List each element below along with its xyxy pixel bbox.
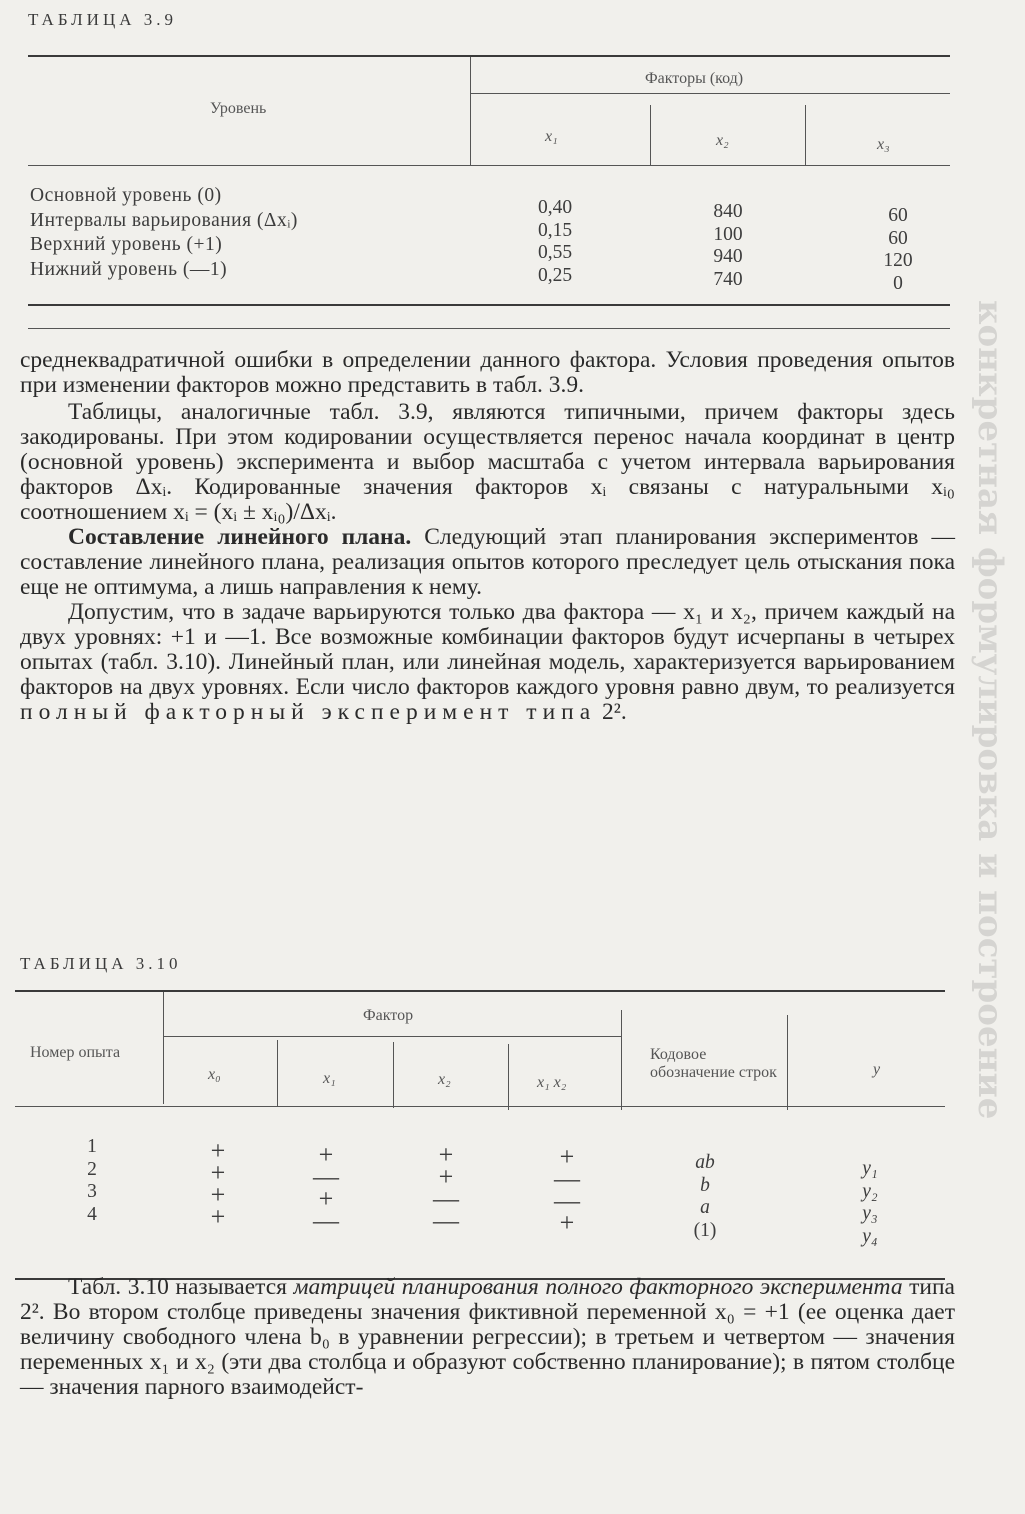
table-3-10-cell: ab	[695, 1152, 715, 1173]
paragraph: среднеквадратичной ошибки в определении данного фактора. Условия проведения опытов при изменении факторов можно представить в табл. 3.9.	[20, 347, 955, 398]
section-heading: Составление линейного плана.	[68, 524, 412, 550]
table-3-10-cell: 3	[87, 1181, 97, 1202]
table-3-9-cell: 60	[888, 205, 908, 226]
table-3-10-caption: ТАБЛИЦА 3.10	[20, 954, 182, 973]
table-3-10-factor-header: Фактор	[363, 1007, 414, 1024]
table-3-9-factors-header: Факторы (код)	[645, 70, 744, 87]
table-3-10-cell: y₃	[862, 1203, 878, 1224]
table-3-10-code-header: Кодовое обозначение строк	[650, 1046, 777, 1081]
table-3-10-cell: b	[700, 1174, 710, 1196]
table-3-10-col-x2: x₂	[438, 1071, 451, 1088]
table-3-10-cell: 1	[87, 1136, 97, 1157]
table-3-10-x1-values	[308, 1140, 344, 1235]
table-3-9-x2-values	[688, 201, 768, 291]
table-3-10-divider-num	[163, 992, 164, 1104]
table-3-10-cell: —	[554, 1164, 580, 1193]
table-3-10-divider-code	[621, 1010, 622, 1110]
table-3-9-cell: 100	[713, 223, 743, 245]
table-3-10-header-bottom-rule	[15, 1106, 945, 1107]
table-3-9-col-x3: x₃	[877, 136, 890, 153]
table-3-9-header-divider	[470, 57, 471, 165]
table-3-9-cell: 0,25	[537, 264, 573, 286]
table-3-10-num-header: Номер опыта	[30, 1044, 121, 1061]
table-3-9-col-divider-1	[650, 105, 651, 165]
table-3-10-cell: +	[210, 1202, 226, 1231]
table-3-9-col-x1: x₁	[545, 128, 558, 145]
paragraph-text: Следующий этап планирования экспериментов — составление линейного плана, реализация опытов которого преследует цель отыскания пока еще не оптимума, а лишь направления к нему.	[20, 524, 955, 600]
table-3-10-factor-rule	[164, 1036, 621, 1037]
table-3-10-cell	[670, 1130, 740, 1152]
table-3-10-cell: —	[313, 1162, 339, 1191]
table-3-9-cell: 0	[893, 272, 903, 294]
paragraph-text: Допустим, что в задаче варьируются только два фактора — x₁ и x₂, причем каждый на двух уровнях: +1 и —1. Все возможные комбинации факторов будут исчерпаны в четырех опытах (табл. 3.10). Линейный план, или линейная модель, характеризуется варьированием факторов на двух уровнях. Если число факторов каждого уровня равно двум, то реализуется	[20, 599, 955, 700]
table-3-10-cell: 4	[87, 1203, 97, 1225]
table-3-10-cell: +	[210, 1136, 226, 1165]
table-3-9-row-label: Нижний уровень (—1)	[30, 258, 228, 280]
paragraph-text: 2².	[596, 699, 627, 725]
table-3-9-cell: 0,40	[537, 197, 573, 218]
italic-term: матрицей планирования полного факторного эксперимента	[293, 1274, 903, 1300]
table-3-10-cell: +	[318, 1184, 334, 1213]
table-3-10-cell: +	[210, 1180, 226, 1209]
paragraph-text: Табл. 3.10 называется	[68, 1274, 294, 1300]
table-3-9-top-rule	[28, 55, 950, 57]
table-3-10-cell: a	[700, 1197, 710, 1218]
table-3-10-cell: —	[433, 1206, 459, 1235]
spaced-term: полный факторный эксперимент типа	[20, 699, 597, 725]
table-3-10-cell: +	[318, 1140, 334, 1169]
table-3-9-x1-values	[515, 197, 595, 287]
table-3-10-y-header: y	[873, 1061, 881, 1078]
table-3-10-num-values	[82, 1136, 102, 1226]
table-3-9-row-label: Интервалы варьирования (Δxᵢ)	[30, 209, 298, 231]
table-3-10-top-rule	[15, 990, 945, 992]
table-3-10-cell: y₁	[862, 1158, 878, 1179]
table-3-10-x1x2-values	[549, 1142, 585, 1237]
bleed-through-text: конкретная формулировка и построение	[970, 300, 1010, 1120]
table-3-10-x2-values	[428, 1140, 464, 1235]
table-3-9-bottom-rule	[28, 304, 950, 306]
table-3-10-divider-x1x2	[508, 1044, 509, 1110]
table-3-10-cell: 2	[87, 1158, 97, 1180]
table-3-10-cell: —	[313, 1206, 339, 1235]
paragraph	[20, 525, 955, 600]
paragraph	[20, 1275, 955, 1400]
body-text-block-1	[20, 348, 955, 725]
table-3-9-cell: 840	[713, 201, 743, 222]
table-3-10-cell: +	[438, 1140, 454, 1169]
table-3-9-row-label: Верхний уровень (+1)	[30, 234, 223, 255]
table-3-10-cell: (1)	[693, 1219, 717, 1241]
table-3-10-cell: +	[210, 1158, 226, 1187]
table-3-10-col-x1: x₁	[323, 1070, 336, 1087]
table-3-9-col-divider-2	[805, 105, 806, 165]
paragraph: Таблицы, аналогичные табл. 3.9, являются типичными, причем факторы здесь закодированы. При этом кодировании осуществляется перенос начала координат в центр (основной уровень) эксперимента и выбор масштаба с учетом интервала варьирования факторов Δxᵢ. Кодированные значения факторов xᵢ связаны с натуральными xᵢ₀ соотношением xᵢ = (xᵢ ± xᵢ₀)/Δxᵢ.	[20, 399, 955, 525]
table-3-10-col-x0: x₀	[208, 1066, 221, 1083]
table-3-10-cell: +	[559, 1208, 575, 1237]
table-3-9-row-labels	[30, 184, 470, 282]
paragraph-text: типа 2². Во втором столбце приведены значения фиктивной переменной x₀ = +1 (ее оценка дает величину свободного члена b₀ в уравнении регрессии); в третьем и четвертом — значения переменных x₁ и x₂ (эти два столбца и образуют собственно планирование); в пятом столбце — значения парного взаимодейст-	[20, 1274, 955, 1400]
table-3-10-cell: +	[559, 1142, 575, 1171]
table-3-9-bottom-rule-2	[28, 328, 950, 329]
table-3-9-cell: 0,15	[537, 219, 573, 241]
table-3-10-cell: —	[433, 1184, 459, 1213]
table-3-10-code-values	[670, 1130, 740, 1242]
table-3-9-cell: 740	[713, 268, 743, 290]
table-3-10-col-x1x2: x₁ x₂	[537, 1074, 567, 1091]
table-3-9-cell: 60	[888, 227, 908, 249]
table-3-10-cell: y₄	[862, 1225, 878, 1247]
table-3-10-cell	[845, 1136, 895, 1158]
table-3-10-cell: y₂	[862, 1180, 878, 1202]
table-3-10-y-values	[845, 1136, 895, 1248]
table-3-10-divider-x1	[277, 1040, 278, 1106]
table-3-10-divider-y	[787, 1015, 788, 1110]
table-3-9-col-x2: x₂	[716, 132, 729, 149]
table-3-9-cell: 0,55	[537, 242, 573, 263]
table-3-9-x3-values	[858, 205, 938, 295]
table-3-9-caption: ТАБЛИЦА 3.9	[28, 10, 178, 29]
table-3-9-header-bottom-rule	[28, 165, 950, 166]
body-text-block-2	[20, 1275, 955, 1400]
table-3-9-factors-rule	[471, 93, 950, 94]
paragraph	[20, 600, 955, 725]
table-3-9-row-label: Основной уровень (0)	[30, 185, 222, 206]
table-3-9-cell: 120	[883, 250, 913, 271]
table-3-9-cell: 940	[713, 246, 743, 267]
table-3-10-x0-values	[200, 1136, 236, 1231]
table-3-9-level-header: Уровень	[210, 100, 267, 117]
table-3-10-divider-x2	[393, 1042, 394, 1108]
table-3-10-cell: —	[554, 1186, 580, 1215]
table-3-10-cell: +	[438, 1162, 454, 1191]
